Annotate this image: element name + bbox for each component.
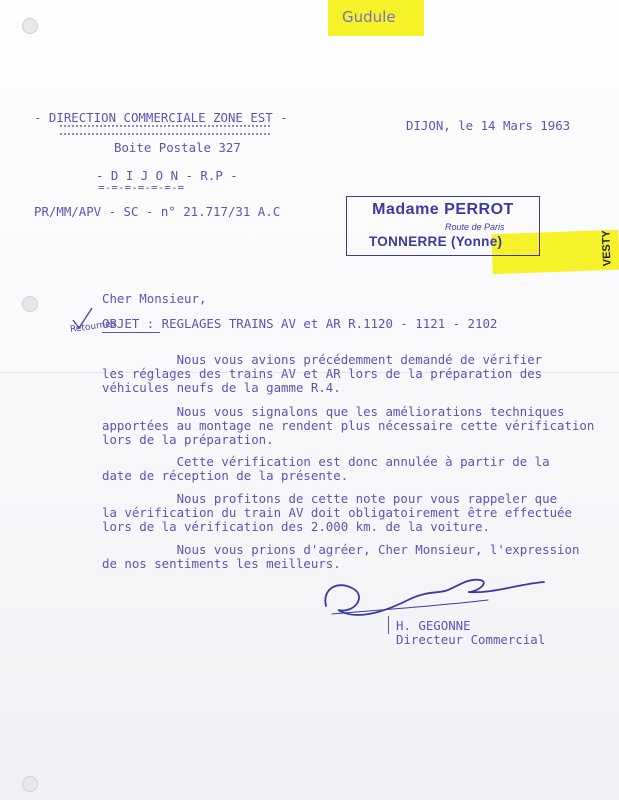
body-line: véhicules neufs de la gamme R.4. [102,380,341,395]
body-line: Nous vous signalons que les améliorations techniques [102,404,565,419]
stamp-street: Route de Paris [445,222,505,232]
body-line: Nous profitons de cette note pour vous rappeler que [102,491,558,506]
header-city-underline: =-=-=-=-=-=-= [98,181,185,194]
punch-hole-top [22,18,38,34]
body-line: Nous vous avions précédemment demandé de vérifier [102,352,543,367]
punch-hole-bottom [22,776,38,792]
signatory-title: Directeur Commercial [396,632,546,647]
body-line: Nous vous prions d'agréer, Cher Monsieur, l'expression [102,542,580,557]
date-line: DIJON, le 14 Mars 1963 [406,118,571,133]
header-direction-underline [60,125,270,135]
stamp-name: Madame PERROT [372,201,514,218]
margin-handwritten-note: Retournés [69,318,117,336]
body-line: lors de la vérification des 2.000 km. de la voiture. [102,519,490,534]
body-line: lors de la préparation. [102,432,274,447]
sticky-note-top [328,0,424,36]
reference-number: PR/MM/APV - SC - n° 21.717/31 A.C [34,204,281,219]
objet-underline [102,332,160,333]
header-direction: - DIRECTION COMMERCIALE ZONE EST - [34,110,288,125]
address-stamp [346,196,540,256]
sticky-note-text: Gudule [342,8,396,26]
sticky-side-text: VESTY [600,229,614,267]
salutation: Cher Monsieur, [102,291,207,306]
body-line: la vérification du train AV doit obligatoirement être effectuée [102,505,572,520]
stamp-town: TONNERRE (Yonne) [369,234,503,249]
body-line: apportées au montage ne rendent plus nécessaire cette vérification [102,418,595,433]
punch-hole-middle [22,296,38,312]
signature-tick [388,616,389,634]
body-line: Cette vérification est donc annulée à partir de la [102,454,550,469]
body-line: les réglages des trains AV et AR lors de la préparation des [102,366,543,381]
handwritten-check-mark [70,306,96,332]
body-line: date de réception de la présente. [102,468,349,483]
body-line: de nos sentiments les meilleurs. [102,556,341,571]
signatory-name: H. GEGONNE [396,618,471,633]
header-city: - D I J O N - R.P - [96,168,238,183]
objet-line: OBJET : REGLAGES TRAINS AV et AR R.1120 - 1121 - 2102 [102,316,498,331]
header-boite-postale: Boite Postale 327 [114,140,241,155]
